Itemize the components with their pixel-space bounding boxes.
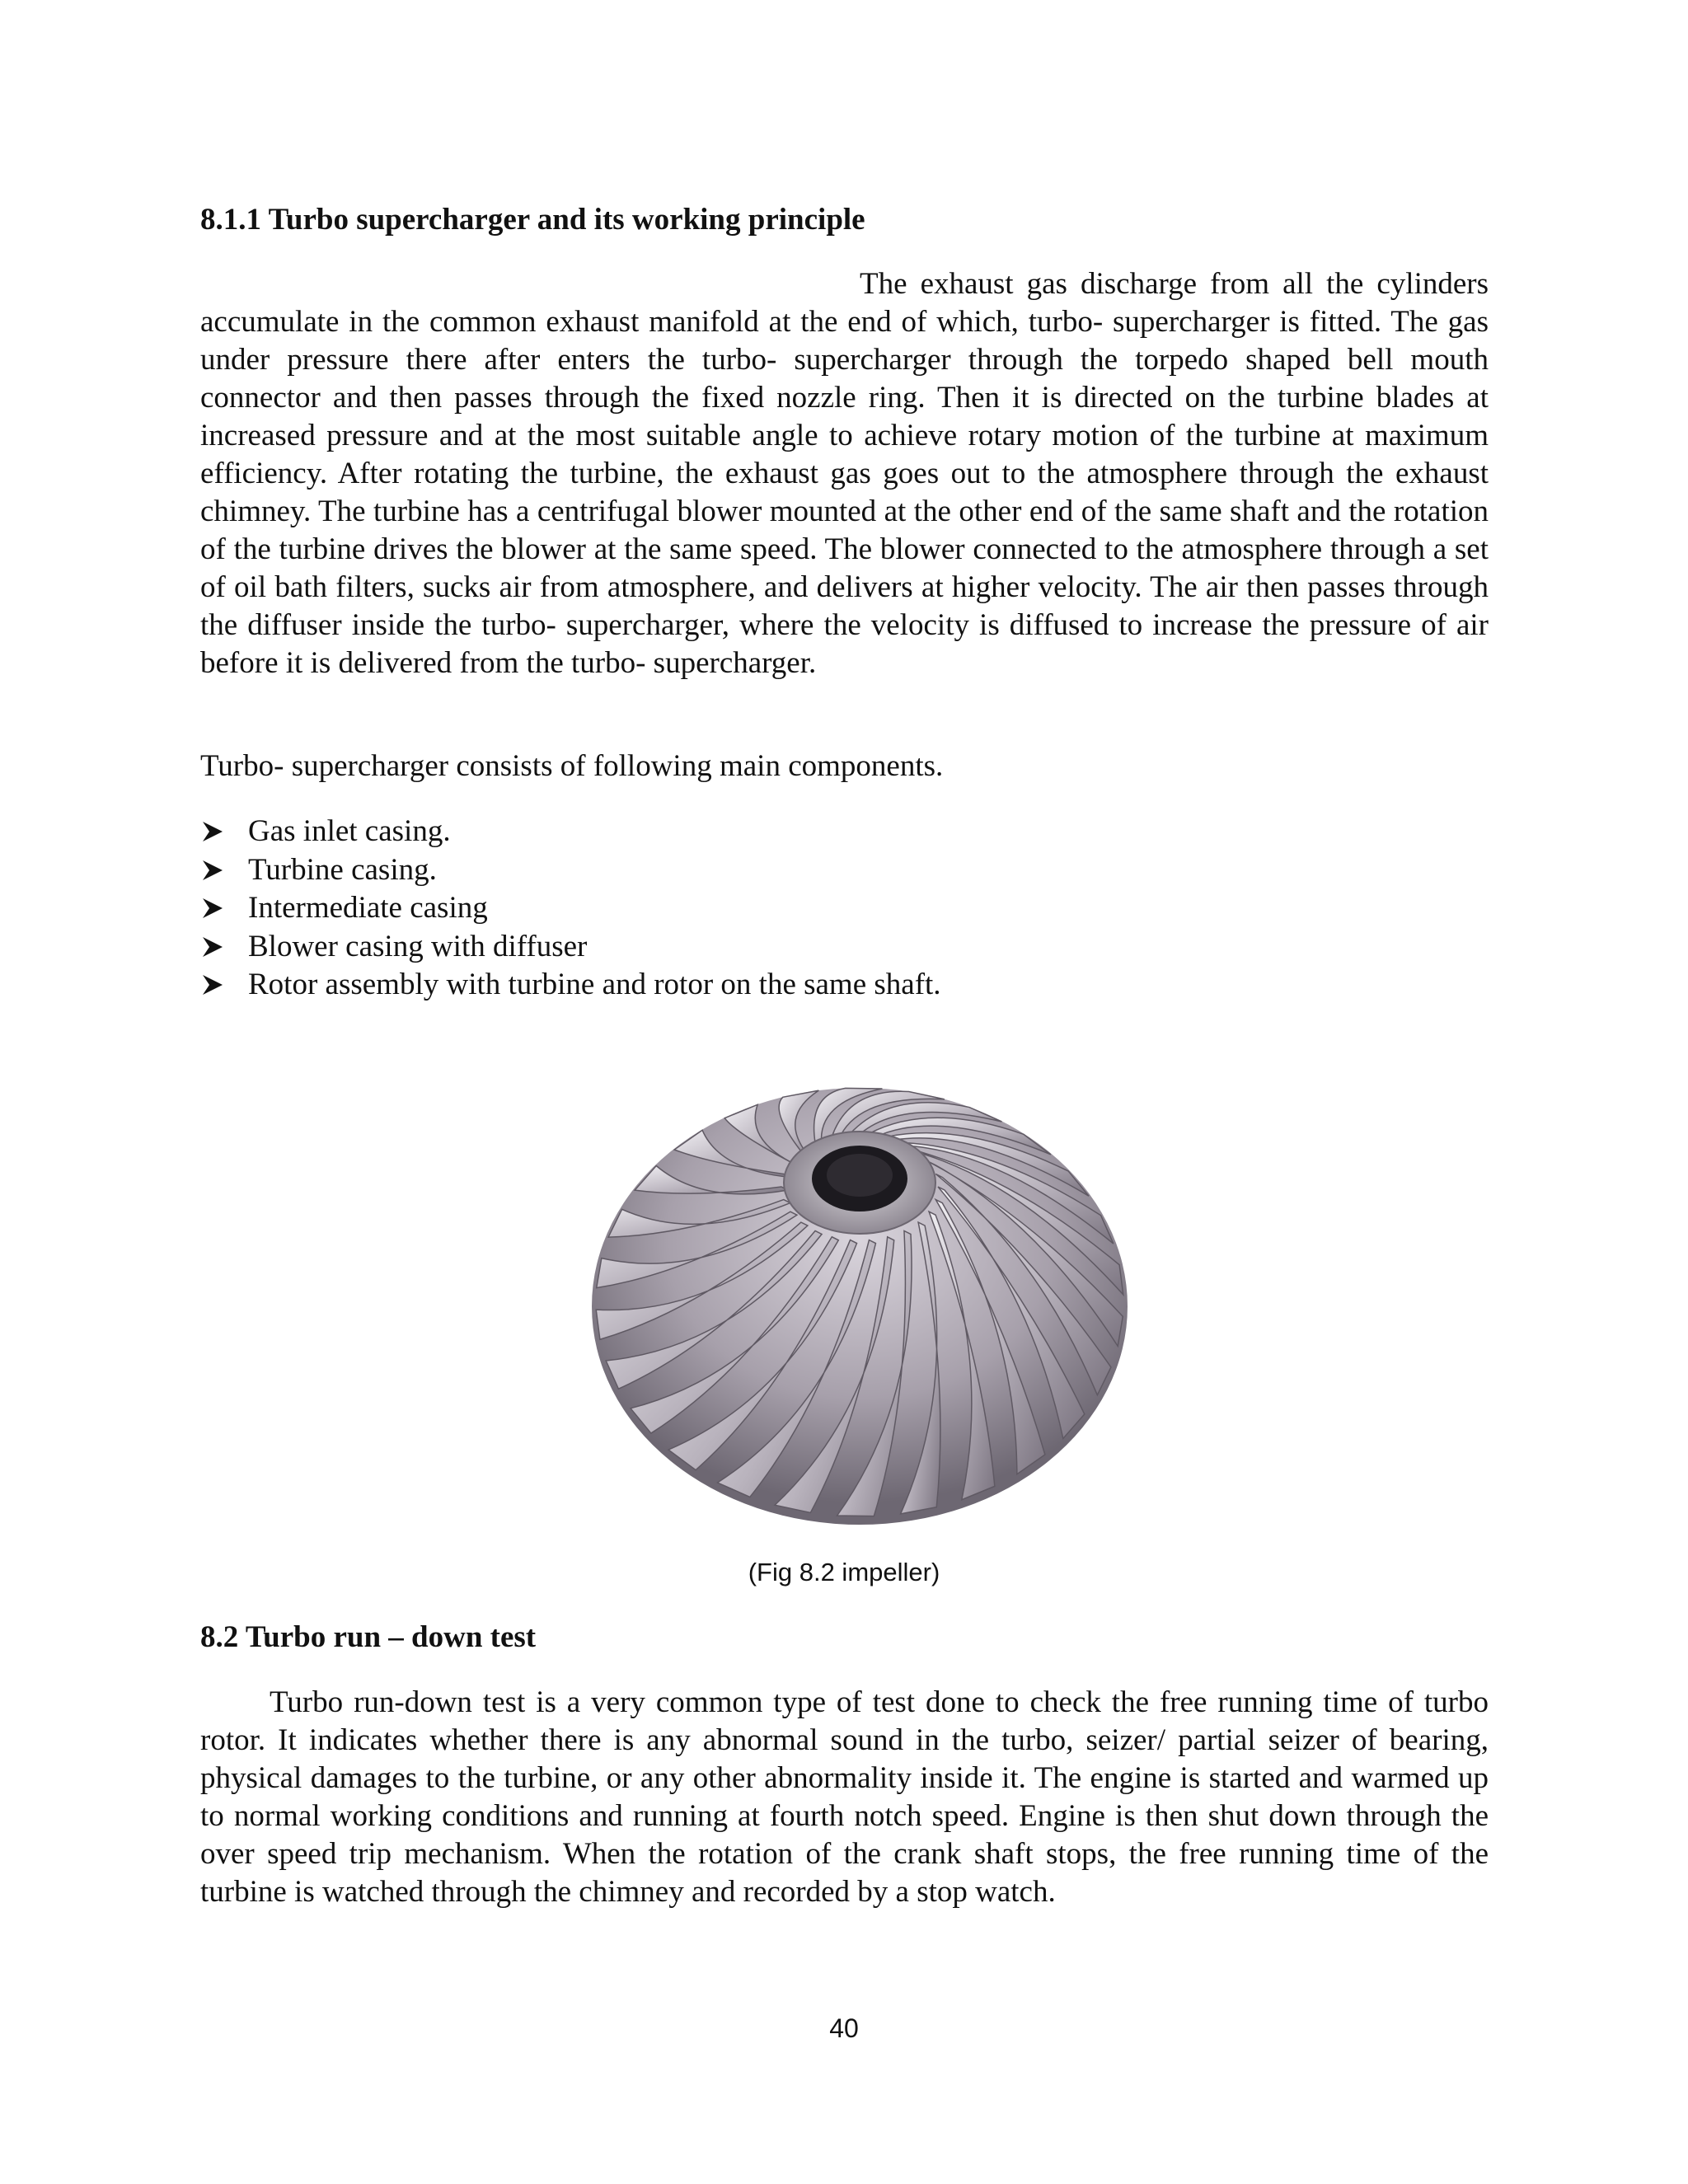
- page-number: 40: [829, 2013, 859, 2043]
- section-heading: 8.1.1 Turbo supercharger and its working principle: [200, 203, 865, 237]
- impeller-image: [588, 1022, 1148, 1533]
- components-list: [200, 813, 941, 1005]
- working-principle-paragraph: [200, 265, 1489, 682]
- list-item: [200, 851, 941, 890]
- paragraph-body: cylinders accumulate in the common exhaust manifold at the end of which, turbo- supercharger is fitted. The gas under pressure there after enters the turbo- supercharger through the torpedo shaped bell mouth connector and then passes through the fixed nozzle ring. Then it is directed on the turbine blades at increased pressure and at the most suitable angle to achieve rotary motion of the turbine at maximum efficiency. After rotating the turbine, the exhaust gas goes out to the atmosphere through the exhaust chimney. The turbine has a centrifugal blower mounted at the other end of the same shaft and the rotation of the turbine drives the blower at the same speed. The blower connected to the atmosphere through a set of oil bath filters, sucks air from atmosphere, and delivers at higher velocity. The air then passes through the diffuser inside the turbo- supercharger, where the velocity is diffused to increase the pressure of air before it is delivered from the turbo- supercharger.: [200, 267, 1489, 680]
- arrowhead-bullet-icon: [200, 851, 248, 889]
- components-intro: Turbo- supercharger consists of following main components.: [200, 749, 944, 783]
- arrowhead-bullet-icon: [200, 966, 248, 1004]
- figure-caption: (Fig 8.2 impeller): [748, 1558, 940, 1586]
- paragraph-lead: The exhaust gas discharge from all the: [860, 267, 1364, 301]
- list-item-text: Gas inlet casing.: [248, 814, 451, 848]
- list-item: [200, 966, 941, 1005]
- list-item: [200, 928, 941, 967]
- list-item-text: Blower casing with diffuser: [248, 929, 588, 963]
- arrowhead-bullet-icon: [200, 813, 248, 851]
- list-item-text: Rotor assembly with turbine and rotor on the same shaft.: [248, 968, 941, 1001]
- list-item: [200, 889, 941, 928]
- arrowhead-bullet-icon: [200, 889, 248, 927]
- list-item-text: Intermediate casing: [248, 891, 488, 925]
- list-item: [200, 813, 941, 851]
- run-down-test-paragraph: Turbo run-down test is a very common type of test done to check the free running time of turbo rotor. It indicates whether there is any abnormal sound in the turbo, seizer/ partial seizer of bearing, physical damages to the turbine, or any other abnormality inside it. The engine is started and warmed up to normal working conditions and running at fourth notch speed. Engine is then shut down through the over speed trip mechanism. When the rotation of the crank shaft stops, the free running time of the turbine is watched through the chimney and recorded by a stop watch.: [200, 1685, 1489, 1909]
- arrowhead-bullet-icon: [200, 928, 248, 966]
- section2-heading: 8.2 Turbo run – down test: [200, 1620, 537, 1654]
- list-item-text: Turbine casing.: [248, 852, 437, 887]
